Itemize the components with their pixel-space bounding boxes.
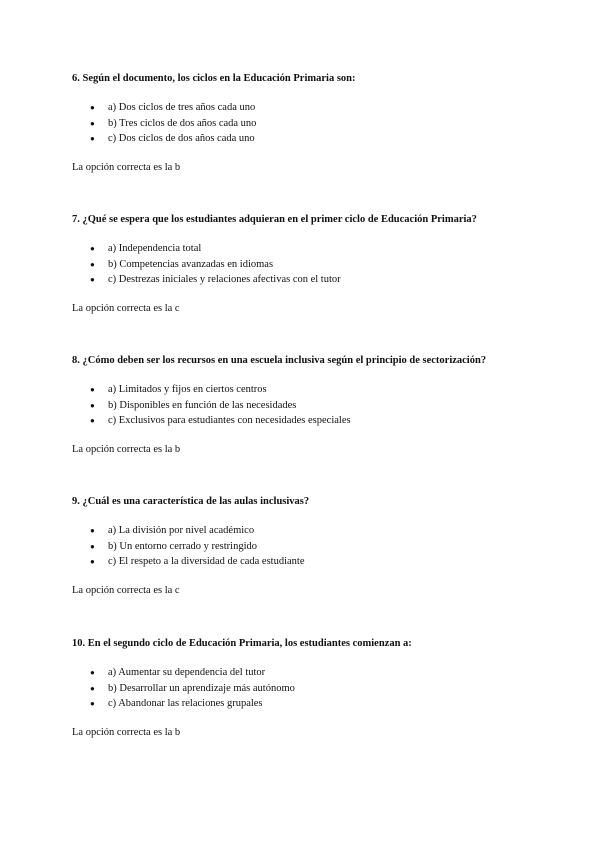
option-text: a) Dos ciclos de tres años cada uno: [108, 102, 256, 113]
bullet-icon: ●: [90, 134, 95, 143]
option-text: c) Dos ciclos de dos años cada uno: [108, 133, 255, 144]
list-item: [72, 413, 542, 429]
question-10: [72, 637, 542, 740]
list-item: [72, 131, 542, 147]
options-list: [72, 523, 542, 570]
question-title: 6. Según el documento, los ciclos en la Educación Primaria son:: [72, 73, 356, 84]
list-item: [72, 116, 542, 132]
bullet-icon: ●: [90, 557, 95, 566]
answer-text: La opción correcta es la b: [72, 443, 181, 455]
options-list: [72, 665, 542, 712]
bullet-icon: ●: [90, 275, 95, 284]
list-item: [72, 665, 542, 681]
bullet-icon: ●: [90, 244, 95, 253]
list-item: [72, 554, 542, 570]
list-item: [72, 272, 542, 288]
list-item: [72, 696, 542, 712]
bullet-icon: ●: [90, 683, 95, 693]
option-text: b) Competencias avanzadas en idiomas: [108, 258, 274, 270]
answer-text: La opción correcta es la c: [72, 584, 180, 596]
list-item: [72, 382, 542, 398]
option-text: c) Destrezas iniciales y relaciones afectivas con el tutor: [108, 274, 341, 285]
list-item: [72, 523, 542, 539]
option-text: b) Desarrollar un aprendizaje más autónomo: [108, 682, 295, 694]
option-text: a) La división por nivel académico: [108, 525, 255, 536]
question-title: 8. ¿Cómo deben ser los recursos en una escuela inclusiva según el principio de sectorización?: [72, 355, 487, 366]
question-6: [72, 72, 542, 175]
bullet-icon: ●: [90, 103, 95, 112]
option-text: b) Un entorno cerrado y restringido: [108, 540, 257, 552]
option-text: b) Tres ciclos de dos años cada uno: [108, 117, 257, 129]
answer-text: La opción correcta es la b: [72, 161, 181, 173]
question-title: 7. ¿Qué se espera que los estudiantes adquieran en el primer ciclo de Educación Primaria?: [72, 214, 477, 225]
list-item: [72, 681, 542, 697]
bullet-icon: ●: [90, 400, 95, 410]
list-item: [72, 398, 542, 414]
options-list: [72, 241, 542, 288]
answer-text: La opción correcta es la c: [72, 302, 180, 314]
bullet-icon: ●: [90, 118, 95, 128]
question-9: [72, 495, 542, 598]
bullet-icon: ●: [90, 699, 95, 708]
bullet-icon: ●: [90, 385, 95, 394]
bullet-icon: ●: [90, 541, 95, 551]
option-text: c) Abandonar las relaciones grupales: [108, 698, 263, 709]
question-title: 9. ¿Cuál es una característica de las aulas inclusivas?: [72, 496, 310, 507]
bullet-icon: ●: [90, 259, 95, 269]
options-list: [72, 382, 542, 429]
question-7: [72, 213, 542, 316]
list-item: [72, 257, 542, 273]
option-text: b) Disponibles en función de las necesidades: [108, 399, 297, 411]
option-text: a) Independencia total: [108, 243, 202, 254]
answer-text: La opción correcta es la b: [72, 726, 181, 738]
list-item: [72, 100, 542, 116]
options-list: [72, 100, 542, 147]
question-title: 10. En el segundo ciclo de Educación Primaria, los estudiantes comienzan a:: [72, 638, 412, 649]
option-text: a) Aumentar su dependencia del tutor: [108, 667, 266, 678]
question-8: [72, 354, 542, 457]
list-item: [72, 241, 542, 257]
bullet-icon: ●: [90, 416, 95, 425]
option-text: a) Limitados y fijos en ciertos centros: [108, 384, 267, 395]
bullet-icon: ●: [90, 526, 95, 535]
list-item: [72, 539, 542, 555]
bullet-icon: ●: [90, 668, 95, 677]
option-text: c) Exclusivos para estudiantes con necesidades especiales: [108, 415, 351, 426]
option-text: c) El respeto a la diversidad de cada estudiante: [108, 556, 305, 567]
